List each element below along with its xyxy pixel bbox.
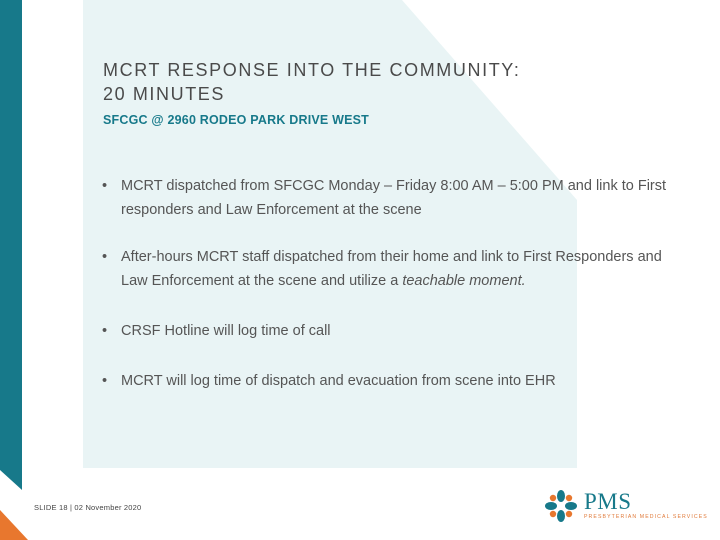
bullet-text: MCRT dispatched from SFCGC Monday – Friday 8:00 AM – 5:00 PM and link to First responders and Law Enforcement at the scene [121, 178, 667, 218]
bullet-item [102, 319, 692, 343]
title-line-1: MCRT RESPONSE INTO THE COMMUNITY: [103, 60, 521, 80]
logo-wordmark: PMS [584, 489, 632, 514]
bullet-text: CRSF Hotline will log time of call [121, 323, 331, 339]
bullet-glyph: • [102, 323, 108, 339]
pms-logo [544, 489, 708, 523]
slide-subtitle: SFCGC @ 2960 RODEO PARK DRIVE WEST [103, 113, 370, 127]
slide-footer: SLIDE 18 | 02 November 2020 [34, 503, 142, 512]
bullet-list [102, 174, 692, 393]
bullet-emphasis: teachable moment. [402, 273, 526, 289]
title-line-2: 20 MINUTES [103, 84, 226, 104]
logo-tagline: PRESBYTERIAN MEDICAL SERVICES [584, 514, 708, 520]
bullet-glyph: • [102, 373, 108, 389]
bullet-item [102, 369, 692, 393]
slide-title [103, 58, 521, 106]
orange-corner [0, 510, 28, 540]
bullet-item [102, 174, 692, 222]
bullet-item [102, 245, 692, 293]
bullet-glyph: • [102, 249, 108, 265]
bullet-text: After-hours MCRT staff dispatched from their home and link to First Responders and Law Enforcement at the scene and utilize a [121, 249, 662, 289]
quatrefoil-logo-icon [544, 489, 578, 523]
bullet-text: MCRT will log time of dispatch and evacuation from scene into EHR [121, 373, 556, 389]
teal-stripe [0, 0, 22, 490]
bullet-glyph: • [102, 178, 108, 194]
